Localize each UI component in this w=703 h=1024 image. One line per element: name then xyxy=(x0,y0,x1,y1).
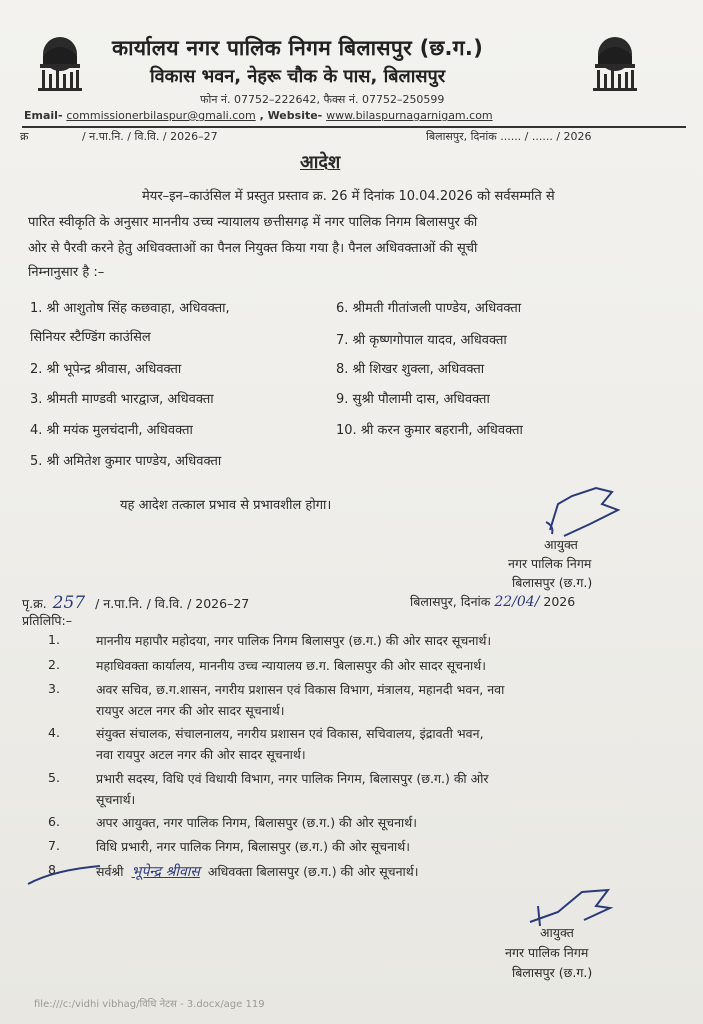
contact-line xyxy=(24,109,493,122)
advocate-item: 2. श्री भूपेन्द्र श्रीवास, अधिवक्ता xyxy=(30,362,182,377)
order-para-line-2: पारित स्वीकृति के अनुसार माननीय उच्च न्यायालय छत्तीसगढ़ में नगर पालिक निगम बिलासपुर की xyxy=(28,215,478,230)
copy-recipient: प्रभारी सदस्य, विधि एवं विधायी विभाग, नगर पालिक निगम, बिलासपुर (छ.ग.) की ओर xyxy=(96,771,489,786)
advocate-item: 8. श्री शिखर शुक्ला, अधिवक्ता xyxy=(336,362,485,377)
copy-recipient: महाधिवक्ता कार्यालय, माननीय उच्च न्यायालय छ.ग. बिलासपुर की ओर सादर सूचनार्थ। xyxy=(96,658,486,673)
email-address: commissionerbilaspur@gmali.com xyxy=(66,109,256,122)
endorsement-reference xyxy=(22,593,249,613)
signature-1-place: बिलासपुर (छ.ग.) xyxy=(512,575,593,590)
order-title xyxy=(300,150,340,174)
copy-number: 6. xyxy=(48,814,60,829)
endorsement-place-date xyxy=(410,593,575,610)
signature-2-org: नगर पालिक निगम xyxy=(505,945,589,960)
phone-fax: फोन नं. 07752–222642, फैक्स नं. 07752–250599 xyxy=(200,93,445,106)
advocate-item: 5. श्री अमितेश कुमार पाण्डेय, अधिवक्ता xyxy=(30,454,222,469)
endorsement-date-handwritten: 22/04/ xyxy=(494,594,540,610)
website-url: www.bilaspurnagarnigam.com xyxy=(326,109,493,122)
copy-recipient: माननीय महापौर महोदया, नगर पालिक निगम बिलासपुर (छ.ग.) की ओर सादर सूचनार्थ। xyxy=(96,633,492,648)
copy-number: 4. xyxy=(48,725,60,740)
order-reference xyxy=(20,129,218,144)
order-effect-line: यह आदेश तत्काल प्रभाव से प्रभावशील होगा। xyxy=(120,498,332,513)
advocate-item: 9. सुश्री पौलामी दास, अधिवक्ता xyxy=(336,392,490,407)
advocate-item: 4. श्री मयंक मुलचंदानी, अधिवक्ता xyxy=(30,423,193,438)
copy-number: 7. xyxy=(48,838,60,853)
copy-recipient-continued: सूचनार्थ। xyxy=(96,792,136,807)
copy-8-suffix: अधिवक्ता बिलासपुर (छ.ग.) की ओर सूचनार्थ। xyxy=(207,864,419,879)
ref-prefix: क्र xyxy=(20,130,29,143)
order-title-text: आदेश xyxy=(300,152,341,173)
advocate-item: 6. श्रीमती गीतांजली पाण्डेय, अधिवक्ता xyxy=(336,301,522,316)
copy-number: 3. xyxy=(48,681,60,696)
advocate-item: 3. श्रीमती माण्डवी भारद्वाज, अधिवक्ता xyxy=(30,392,214,407)
corporation-emblem-right xyxy=(589,34,641,96)
office-address: विकास भवन, नेहरू चौक के पास, बिलासपुर xyxy=(150,66,446,87)
website-label: , Website- xyxy=(259,109,323,122)
letterhead-divider xyxy=(22,126,686,128)
copy-recipient-continued: रायपुर अटल नगर की ओर सादर सूचनार्थ। xyxy=(96,703,285,718)
copy-recipient: अवर सचिव, छ.ग.शासन, नगरीय प्रशासन एवं विकास विभाग, मंत्रालय, महानदी भवन, नवा xyxy=(96,682,505,697)
order-para-line-1: मेयर–इन–काउंसिल में प्रस्तुत प्रस्ताव क्र. 26 में दिनांक 10.04.2026 को सर्वसम्मति से xyxy=(142,189,555,204)
corporation-emblem-left xyxy=(34,34,86,96)
footer-file-path: file:///c:/vidhi vibhag/विधि नेटस - 3.docx/age 119 xyxy=(34,999,265,1010)
order-para-line-4: निम्नानुसार है :– xyxy=(28,265,105,280)
advocate-item: 1. श्री आशुतोष सिंह कछवाहा, अधिवक्ता, xyxy=(30,301,230,316)
advocate-item: 10. श्री करन कुमार बहरानी, अधिवक्ता xyxy=(336,423,523,438)
copy-recipient-continued: नवा रायपुर अटल नगर की ओर सादर सूचनार्थ। xyxy=(96,747,306,762)
signature-1-designation: आयुक्त xyxy=(544,537,578,552)
copy-number: 2. xyxy=(48,657,60,672)
copy-8-handwritten-name: भूपेन्द्र श्रीवास xyxy=(131,864,200,880)
endorsement-place: बिलासपुर, दिनांक xyxy=(410,594,491,609)
endorsement-year: 2026 xyxy=(543,594,576,609)
copy-number: 5. xyxy=(48,770,60,785)
handwritten-pen-stroke xyxy=(24,860,104,890)
email-label: Email- xyxy=(24,109,63,122)
copy-recipient: विधि प्रभारी, नगर पालिक निगम, बिलासपुर (छ.ग.) की ओर सूचनार्थ। xyxy=(96,839,411,854)
copy-label: प्रतिलिपि:– xyxy=(22,613,72,628)
office-title: कार्यालय नगर पालिक निगम बिलासपुर (छ.ग.) xyxy=(112,36,484,60)
copy-recipient: अपर आयुक्त, नगर पालिक निगम, बिलासपुर (छ.ग.) की ओर सूचनार्थ। xyxy=(96,815,418,830)
signature-2-place: बिलासपुर (छ.ग.) xyxy=(512,965,593,980)
endorsement-ref-prefix: पृ.क्र. xyxy=(22,596,47,611)
signature-2-designation: आयुक्त xyxy=(540,925,574,940)
signature-1-org: नगर पालिक निगम xyxy=(508,556,592,571)
copy-8-prefix: सर्वश्री xyxy=(96,864,124,879)
order-para-line-3: ओर से पैरवी करने हेतु अधिवक्ताओं का पैनल नियुक्त किया गया है। पैनल अधिवक्ताओं की सूची xyxy=(28,241,478,256)
ref-number: / न.पा.नि. / वि.वि. / 2026–27 xyxy=(81,130,218,143)
copy-number: 8. xyxy=(48,862,60,877)
endorsement-ref-handwritten: 257 xyxy=(52,593,86,613)
endorsement-ref-number: / न.पा.नि. / वि.वि. / 2026–27 xyxy=(95,596,250,611)
copy-recipient: संयुक्त संचालक, संचालनालय, नगरीय प्रशासन एवं विकास, सचिवालय, इंद्रावती भवन, xyxy=(96,726,484,741)
order-place-date: बिलासपुर, दिनांक ...... / ...... / 2026 xyxy=(426,130,592,143)
advocate-item: 7. श्री कृष्णगोपाल यादव, अधिवक्ता xyxy=(336,333,507,348)
advocate-item-continued: सिनियर स्टैण्डिंग काउंसिल xyxy=(30,330,151,345)
copy-recipient xyxy=(96,862,419,881)
copy-number: 1. xyxy=(48,632,60,647)
